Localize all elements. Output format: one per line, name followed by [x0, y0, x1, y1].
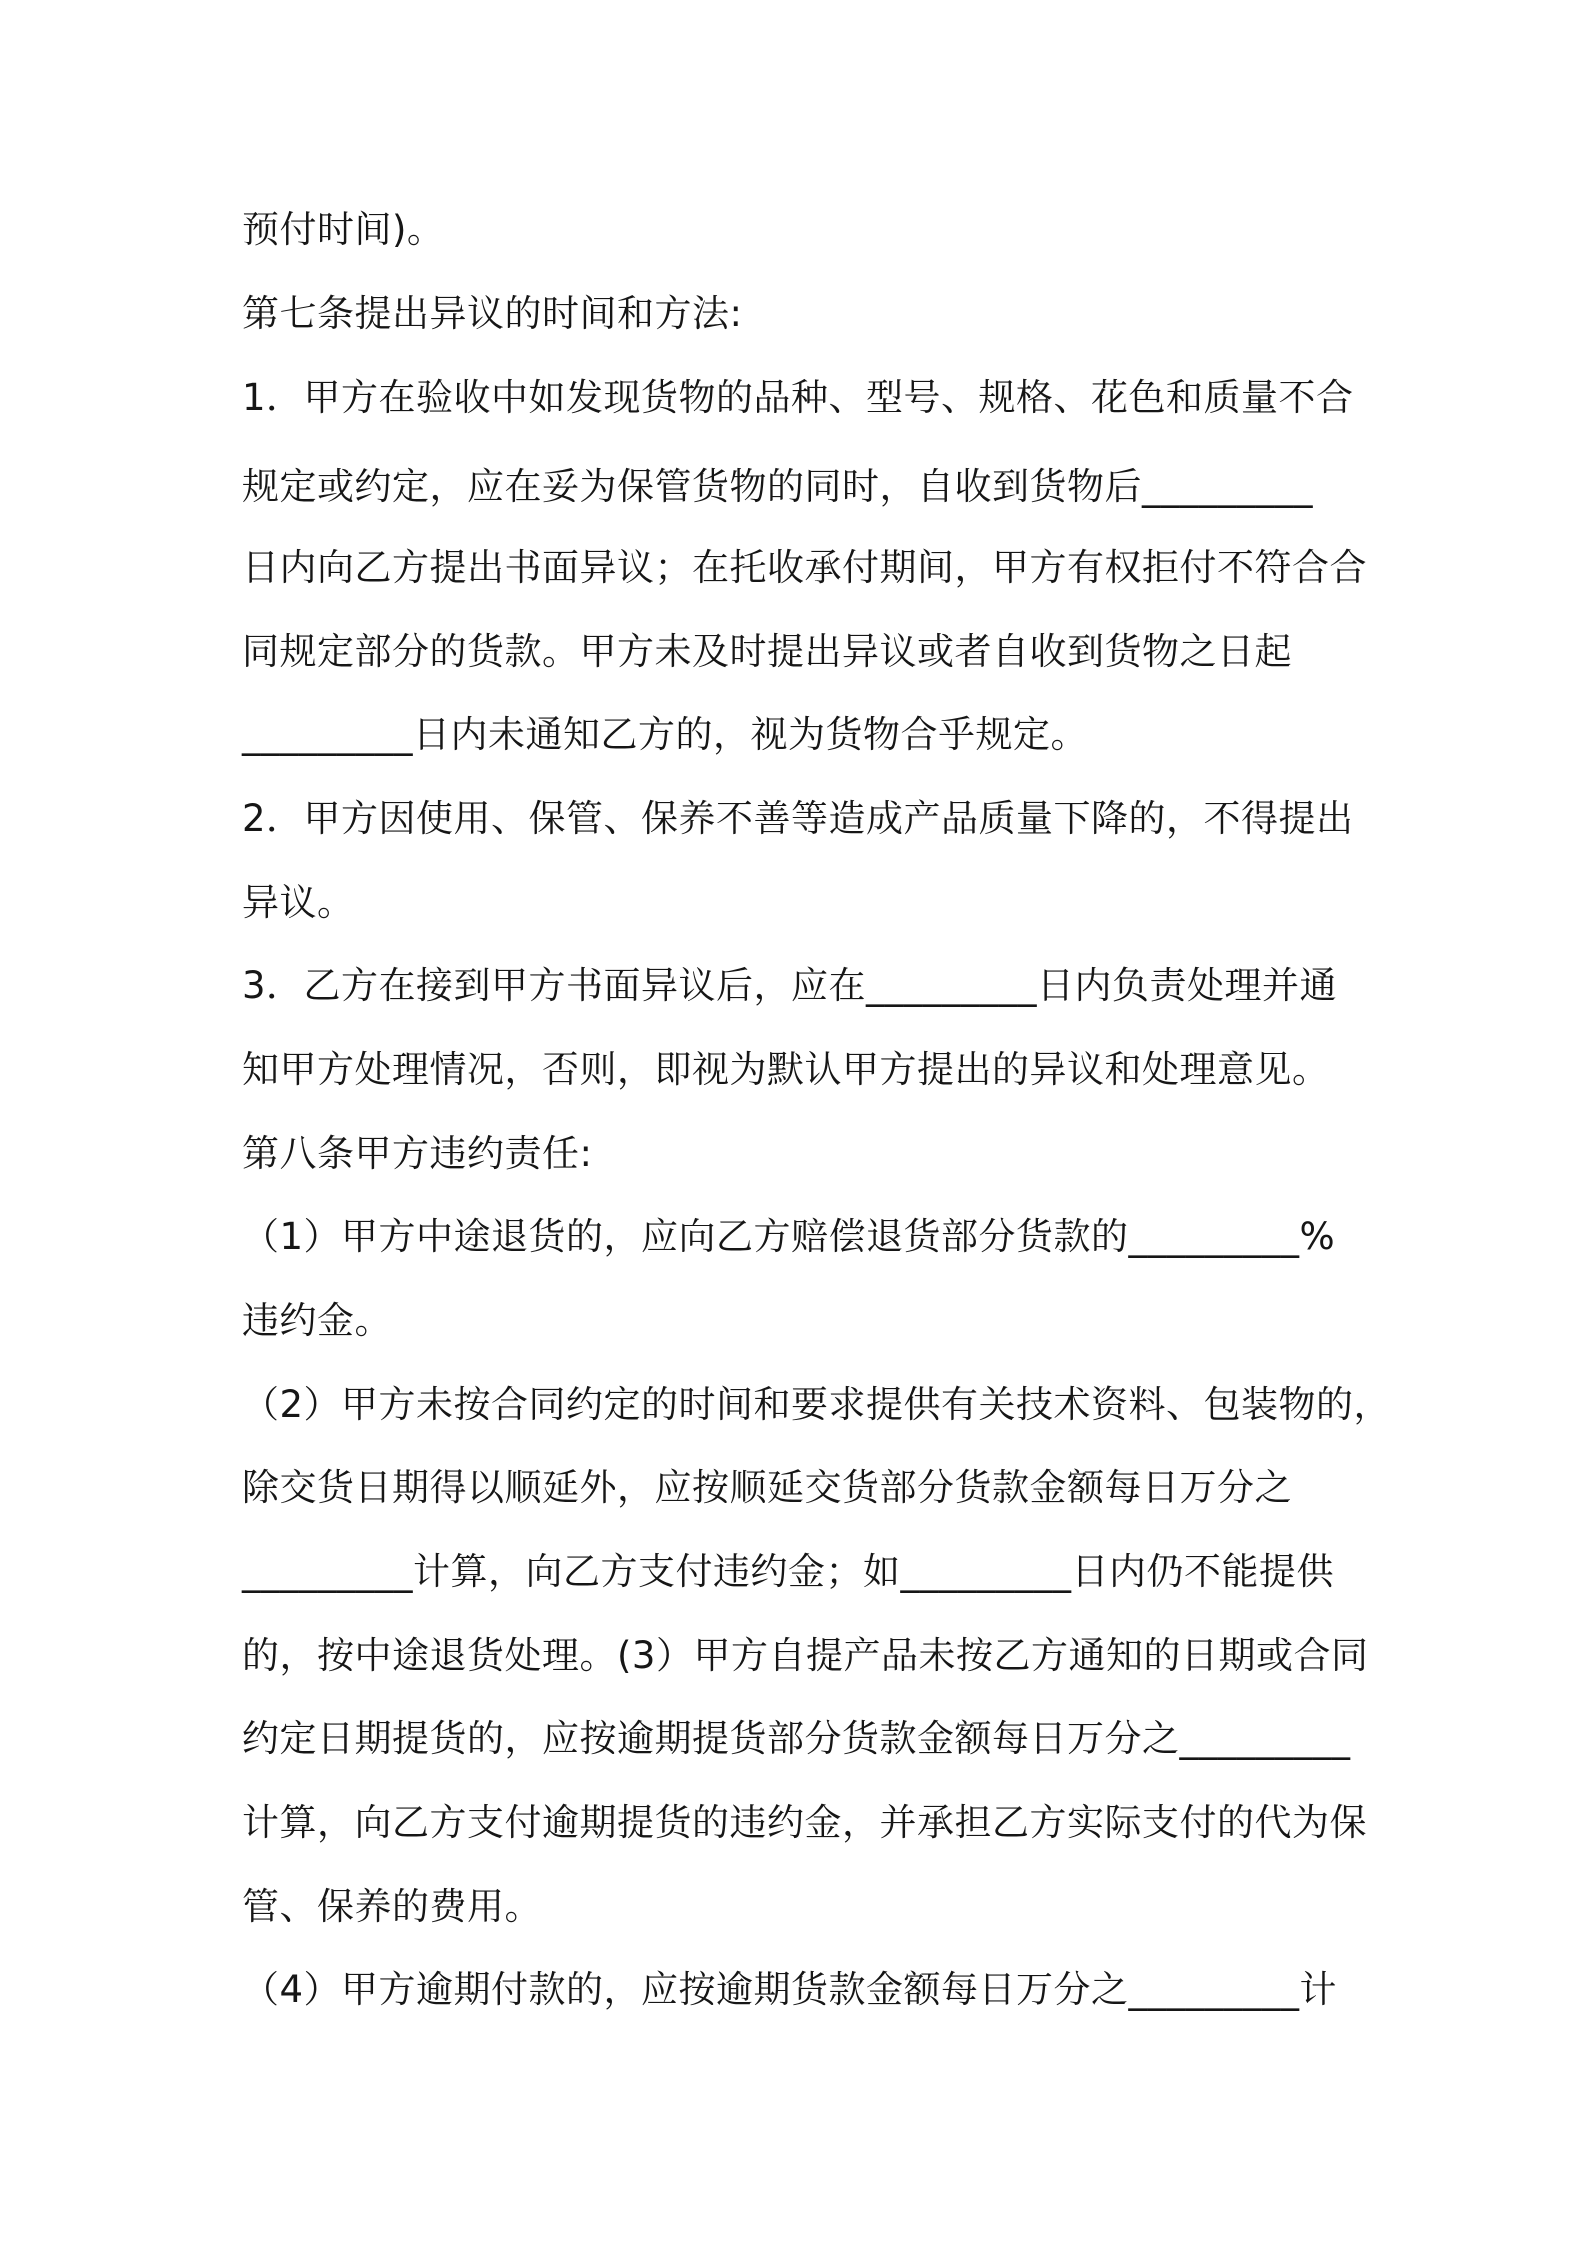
text-line: 1．甲方在验收中如发现货物的品种、型号、规格、花色和质量不合	[242, 376, 1354, 419]
text-line: （4）甲方逾期付款的，应按逾期货款金额每日万分之_________计	[242, 1968, 1338, 2011]
text-line: 的，按中途退货处理。(3）甲方自提产品未按乙方通知的日期或合同	[242, 1634, 1369, 1677]
text-line: _________日内未通知乙方的，视为货物合乎规定。	[242, 713, 1088, 756]
text-line: 同规定部分的货款。甲方未及时提出异议或者自收到货物之日起	[242, 630, 1292, 673]
text-line: 约定日期提货的，应按逾期提货部分货款金额每日万分之_________	[242, 1717, 1351, 1760]
text-line: 3．乙方在接到甲方书面异议后，应在_________日内负责处理并通	[242, 964, 1338, 1007]
text-line: 日内向乙方提出书面异议；在托收承付期间，甲方有权拒付不符合合	[242, 546, 1367, 589]
text-line: （1）甲方中途退货的，应向乙方赔偿退货部分货款的_________%	[242, 1215, 1336, 1258]
text-line: 第七条提出异议的时间和方法:	[242, 292, 743, 335]
text-line: 违约金。	[242, 1299, 392, 1342]
text-line: （2）甲方未按合同约定的时间和要求提供有关技术资料、包装物的，	[242, 1383, 1392, 1426]
text-line: 计算，向乙方支付逾期提货的违约金，并承担乙方实际支付的代为保	[242, 1801, 1367, 1844]
text-line: _________计算，向乙方支付违约金；如_________日内仍不能提供	[242, 1550, 1334, 1593]
text-line: 除交货日期得以顺延外，应按顺延交货部分货款金额每日万分之	[242, 1466, 1292, 1509]
text-line: 2．甲方因使用、保管、保养不善等造成产品质量下降的，不得提出	[242, 797, 1354, 840]
text-line: 规定或约定，应在妥为保管货物的同时，自收到货物后_________	[242, 465, 1313, 508]
text-line: 异议。	[242, 881, 355, 924]
text-line: 知甲方处理情况，否则，即视为默认甲方提出的异议和处理意见。	[242, 1048, 1330, 1091]
text-line: 管、保养的费用。	[242, 1885, 542, 1928]
text-line: 第八条甲方违约责任:	[242, 1132, 593, 1175]
text-line: 预付时间)。	[242, 208, 445, 251]
